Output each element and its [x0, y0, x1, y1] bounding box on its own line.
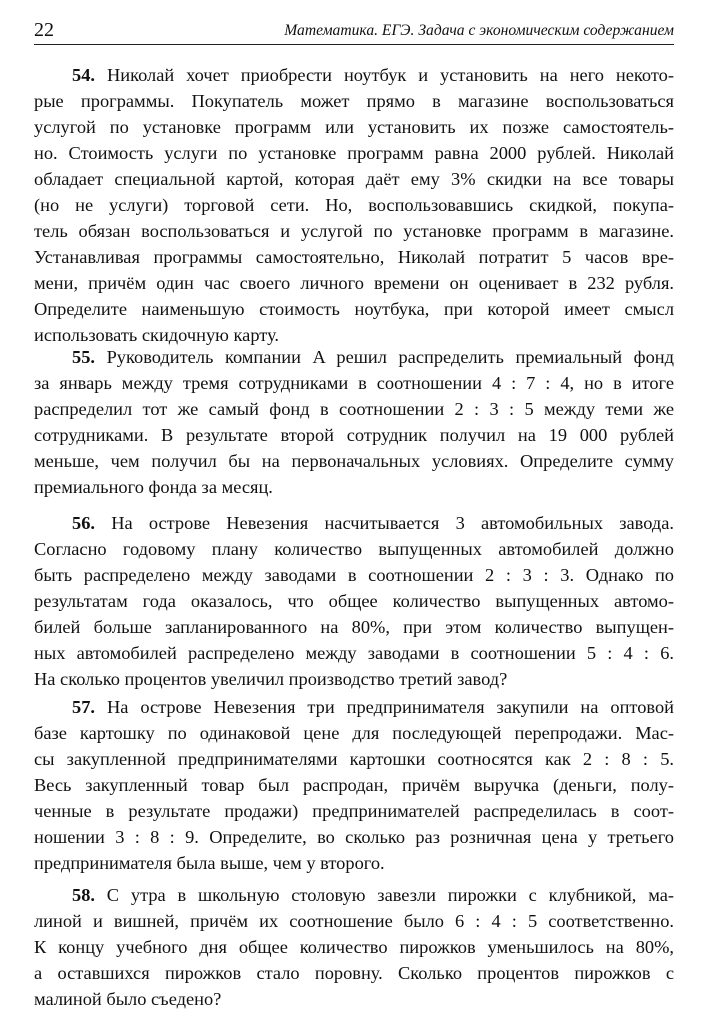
problem-line: услугой по установке программ или установить их позже самостоятель- — [34, 117, 674, 137]
problem-56 — [34, 510, 674, 692]
problem-number: 54. — [72, 65, 95, 85]
problem-line: базе картошку по одинаковой цене для последующей перепродажи. Мас- — [34, 723, 674, 743]
problem-line: сотрудниками. В результате второй сотрудник получил на 19 000 рублей — [34, 425, 674, 445]
problem-line: малиной было съедено? — [34, 989, 222, 1009]
problem-line: Согласно годовому плану количество выпущенных автомобилей должно — [34, 539, 674, 559]
problem-line: распределил тот же самый фонд в соотношении 2 : 3 : 5 между теми же — [34, 399, 674, 419]
problem-line: ношении 3 : 8 : 9. Определите, во сколько раз розничная цена у третьего — [34, 827, 674, 847]
problem-55 — [34, 344, 674, 500]
problem-57 — [34, 694, 674, 876]
problem-58 — [34, 882, 674, 1012]
problem-line: ченные в результате продажи) предпринимателей распределилась в соот- — [34, 801, 674, 821]
problem-line: 55. Руководитель компании A решил распределить премиальный фонд — [72, 347, 674, 367]
problem-number: 55. — [72, 347, 95, 367]
problem-line: результатам года оказалось, что общее количество выпущенных автомо- — [34, 591, 674, 611]
problem-line: рые программы. Покупатель может прямо в магазине воспользоваться — [34, 91, 674, 111]
problem-line: сы закупленной предпринимателями картошки соотносятся как 2 : 8 : 5. — [34, 749, 674, 769]
problem-line: К концу учебного дня общее количество пирожков уменьшилось на 80%, — [34, 937, 674, 957]
problem-line: 56. На острове Невезения насчитывается 3 автомобильных завода. — [72, 513, 674, 533]
problem-line: билей больше запланированного на 80%, при этом количество выпущен- — [34, 617, 674, 637]
problem-line: использовать скидочную карту. — [34, 325, 280, 345]
problem-line: 57. На острове Невезения три предпринимателя закупили на оптовой — [72, 697, 674, 717]
problem-line: но. Стоимость услуги по установке программ равна 2000 рублей. Николай — [34, 143, 674, 163]
problem-54 — [34, 62, 674, 348]
page-header — [34, 18, 674, 45]
problem-line: тель обязан воспользоваться и услугой по установке программ в магазине. — [34, 221, 674, 241]
problem-line: а оставшихся пирожков стало поровну. Сколько процентов пирожков с — [34, 963, 674, 983]
problem-line: Устанавливая программы самостоятельно, Николай потратит 5 часов вре- — [34, 247, 674, 267]
problem-line: премиального фонда за месяц. — [34, 477, 273, 497]
problem-line: 54. Николай хочет приобрести ноутбук и установить на него некото- — [72, 65, 674, 85]
problem-line: ных автомобилей распределено между заводами в соотношении 5 : 4 : 6. — [34, 643, 674, 663]
page-number: 22 — [34, 19, 54, 41]
problem-line: Весь закупленный товар был распродан, причём выручка (деньги, полу- — [34, 775, 674, 795]
problem-line: линой и вишней, причём их соотношение было 6 : 4 : 5 соответственно. — [34, 911, 674, 931]
problem-line: быть распределено между заводами в соотношении 2 : 3 : 3. Однако по — [34, 565, 674, 585]
problem-line: предпринимателя была выше, чем у второго. — [34, 853, 385, 873]
problem-number: 57. — [72, 697, 95, 717]
problem-line: Определите наименьшую стоимость ноутбука, при которой имеет смысл — [34, 299, 674, 319]
problem-number: 56. — [72, 513, 95, 533]
problem-line: за январь между тремя сотрудниками в соотношении 4 : 7 : 4, но в итоге — [34, 373, 674, 393]
problem-number: 58. — [72, 885, 95, 905]
problem-line: 58. С утра в школьную столовую завезли пирожки с клубникой, ма- — [72, 885, 674, 905]
problem-line: меньше, чем получил бы на первоначальных условиях. Определите сумму — [34, 451, 674, 471]
problem-line: мени, причём один час своего личного времени он оценивает в 232 рубля. — [34, 273, 674, 293]
problem-line: На сколько процентов увеличил производство третий завод? — [34, 669, 508, 689]
problem-line: обладает специальной картой, которая даёт ему 3% скидки на все товары — [34, 169, 674, 189]
running-title: Математика. ЕГЭ. Задача с экономическим содержанием — [284, 22, 674, 39]
problem-line: (но не услуги) торговой сети. Но, воспользовавшись скидкой, покупа- — [34, 195, 674, 215]
